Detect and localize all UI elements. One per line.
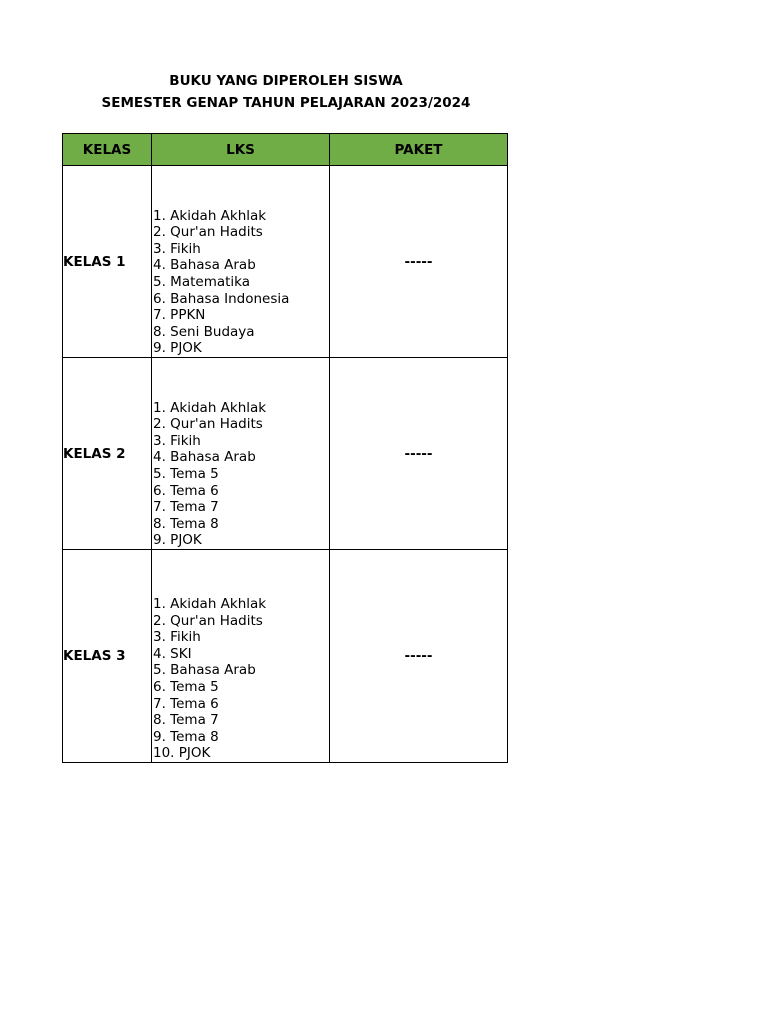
lks-item: 6. Tema 6 (153, 482, 219, 499)
lks-item: 5. Tema 5 (153, 466, 219, 483)
lks-item: 2. Qur'an Hadits (153, 612, 263, 629)
header-lks: LKS (152, 134, 330, 166)
books-table (62, 133, 508, 763)
lks-list (152, 400, 329, 549)
lks-item: 4. Bahasa Arab (153, 257, 256, 274)
lks-item: 9. Tema 8 (153, 728, 219, 745)
lks-item: 1. Akidah Akhlak (153, 207, 267, 224)
lks-item: 10. PJOK (153, 745, 211, 762)
header-paket: PAKET (330, 134, 508, 166)
lks-item: 9. PJOK (153, 340, 202, 357)
lks-item: 8. Tema 7 (153, 712, 219, 729)
header-kelas: KELAS (63, 134, 152, 166)
table-header-row (63, 134, 508, 166)
lks-item: 5. Bahasa Arab (153, 662, 256, 679)
lks-item: 8. Tema 8 (153, 515, 219, 532)
lks-item: 7. PPKN (153, 307, 206, 324)
lks-item: 2. Qur'an Hadits (153, 416, 263, 433)
table-row (63, 358, 508, 550)
lks-item: 4. SKI (153, 645, 192, 662)
paket-cell: ----- (330, 358, 508, 550)
document-title (62, 70, 510, 114)
title-line-1: BUKU YANG DIPEROLEH SISWA (169, 73, 403, 89)
lks-item: 6. Bahasa Indonesia (153, 290, 290, 307)
lks-item: 7. Tema 7 (153, 499, 219, 516)
lks-item: 9. PJOK (153, 532, 202, 549)
lks-list (152, 208, 329, 357)
lks-cell (152, 358, 330, 550)
lks-cell (152, 166, 330, 358)
lks-item: 8. Seni Budaya (153, 323, 255, 340)
lks-item: 3. Fikih (153, 432, 201, 449)
kelas-cell: KELAS 1 (63, 166, 152, 358)
kelas-cell: KELAS 2 (63, 358, 152, 550)
lks-item: 7. Tema 6 (153, 695, 219, 712)
lks-item: 5. Matematika (153, 274, 251, 291)
lks-cell (152, 550, 330, 763)
lks-item: 3. Fikih (153, 240, 201, 257)
title-line-2: SEMESTER GENAP TAHUN PELAJARAN 2023/2024 (101, 95, 471, 111)
lks-item: 6. Tema 5 (153, 679, 219, 696)
lks-list (152, 596, 329, 762)
lks-item: 2. Qur'an Hadits (153, 224, 263, 241)
table-row (63, 550, 508, 763)
lks-item: 3. Fikih (153, 629, 201, 646)
lks-item: 4. Bahasa Arab (153, 449, 256, 466)
lks-item: 1. Akidah Akhlak (153, 596, 267, 613)
table-row (63, 166, 508, 358)
paket-cell: ----- (330, 166, 508, 358)
paket-cell: ----- (330, 550, 508, 763)
kelas-cell: KELAS 3 (63, 550, 152, 763)
lks-item: 1. Akidah Akhlak (153, 399, 267, 416)
